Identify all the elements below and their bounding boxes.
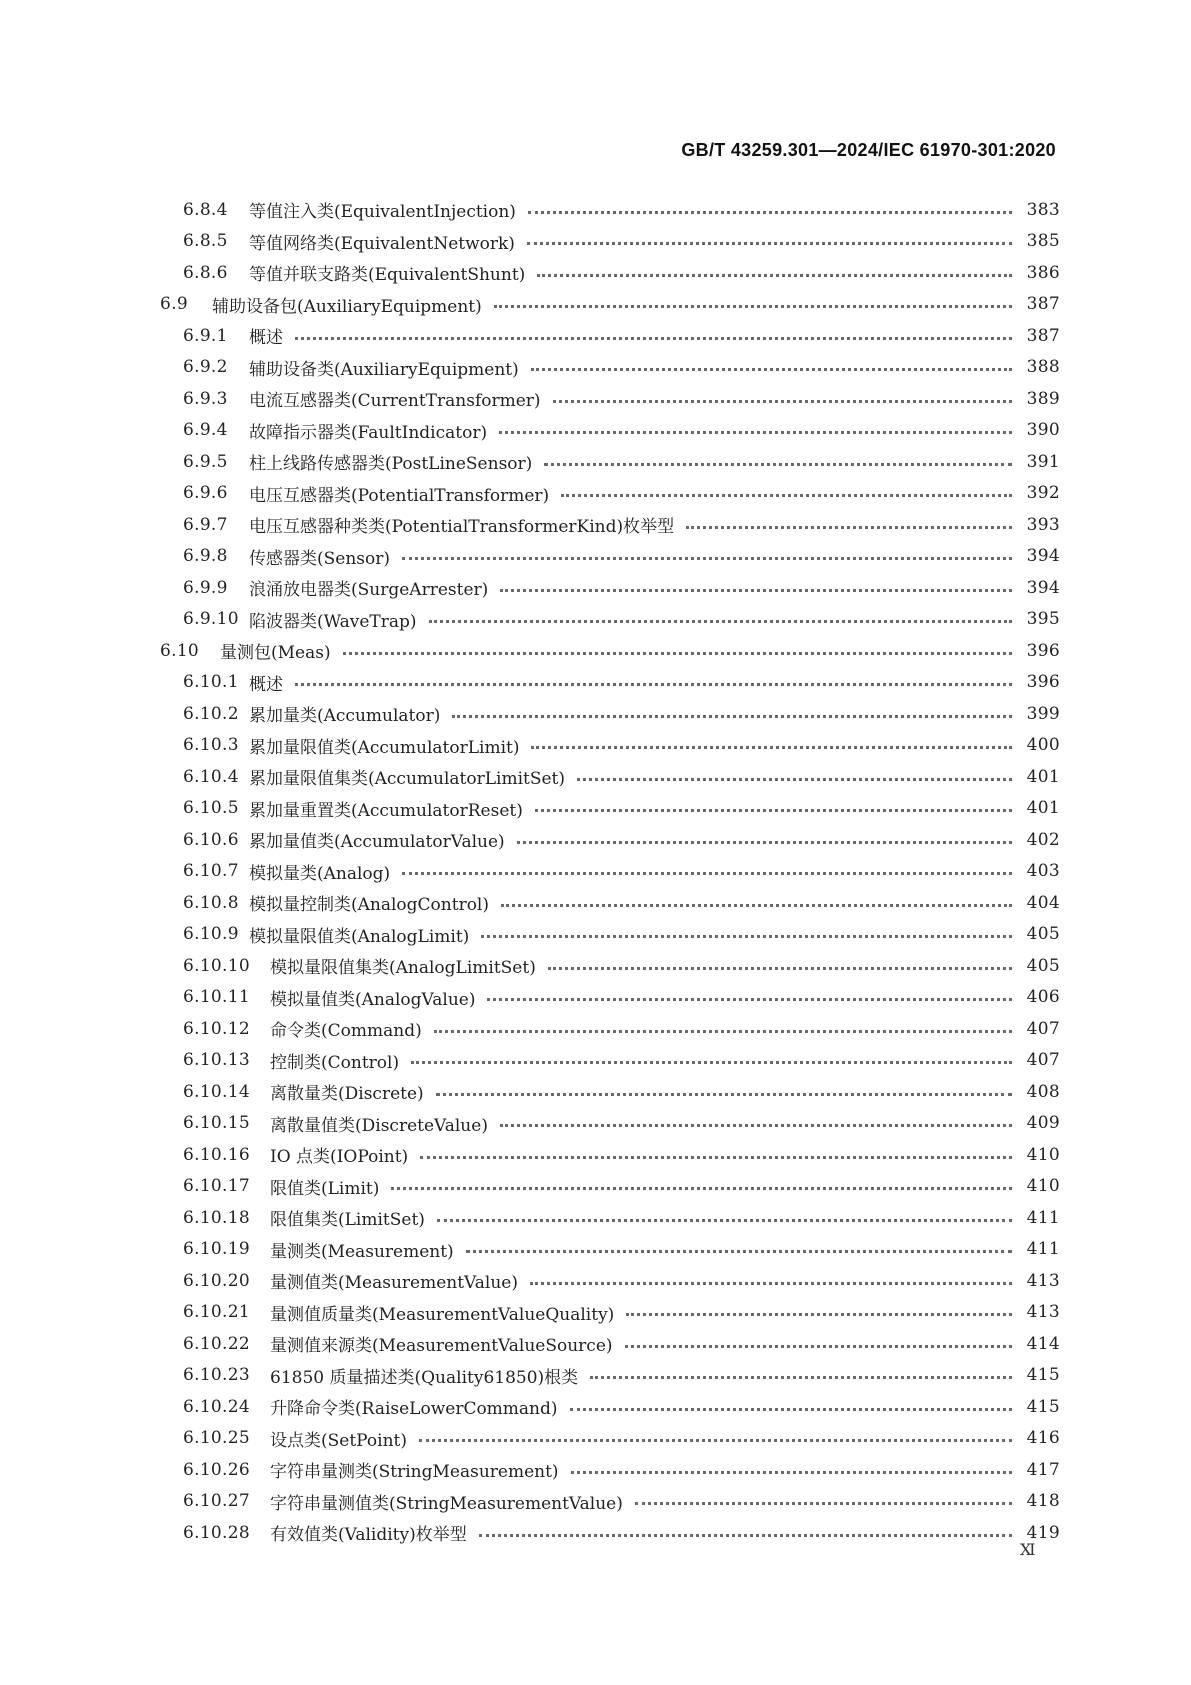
toc-entry[interactable] [160,1234,1060,1266]
toc-leader-dots [452,698,1012,718]
toc-entry[interactable] [160,698,1060,730]
toc-entry-number: 6.10.22 [183,1333,250,1354]
toc-entry-title: 有效值类(Validity)枚举型 [270,1525,467,1546]
toc-entry-number: 6.9.4 [183,420,228,441]
toc-entry-page: 413 [1026,1270,1060,1291]
toc-entry-title: 量测类(Measurement) [270,1241,454,1262]
toc-leader-dots [553,383,1012,403]
toc-entry-title: 控制类(Control) [270,1052,400,1073]
toc-entry-number: 6.10.23 [183,1365,250,1386]
toc-entry-title: 故障指示器类(FaultIndicator) [249,422,488,443]
toc-entry-page: 394 [1026,577,1060,598]
toc-entry-page: 407 [1026,1050,1060,1071]
toc-entry-page: 413 [1026,1302,1060,1323]
toc-entry[interactable] [160,226,1060,258]
toc-entry[interactable] [160,415,1060,447]
toc-entry-page: 403 [1026,861,1060,882]
toc-entry-title: 累加量重置类(AccumulatorReset) [249,800,523,821]
toc-entry-number: 6.8.6 [183,262,228,283]
toc-entry-title: 限值类(Limit) [270,1178,380,1199]
toc-leader-dots [466,1233,1012,1253]
toc-entry-number: 6.10 [160,640,200,661]
toc-entry-number: 6.9.5 [183,451,228,472]
toc-entry[interactable] [160,761,1060,793]
toc-leader-dots [479,1517,1012,1537]
toc-leader-dots [500,1107,1012,1127]
toc-entry-title: 模拟量值类(AnalogValue) [270,989,476,1010]
toc-entry-title: 传感器类(Sensor) [249,548,391,569]
toc-entry-number: 6.10.1 [183,672,239,693]
toc-entry-number: 6.10.10 [183,955,250,976]
toc-entry-number: 6.9.2 [183,357,228,378]
toc-entry[interactable] [160,320,1060,352]
toc-leader-dots [411,1044,1012,1064]
toc-leader-dots [528,194,1012,214]
toc-leader-dots [487,981,1012,1001]
toc-entry-number: 6.10.26 [183,1459,250,1480]
toc-entry-title: 累加量限值集类(AccumulatorLimitSet) [249,769,566,790]
toc-leader-dots [343,635,1012,655]
toc-entry-number: 6.10.19 [183,1239,250,1260]
toc-leader-dots [686,509,1012,529]
toc-entry-page: 388 [1026,357,1060,378]
toc-entry[interactable] [160,194,1060,226]
toc-entry[interactable] [160,383,1060,415]
toc-entry[interactable] [160,1013,1060,1045]
toc-leader-dots [531,351,1012,371]
toc-entry[interactable] [160,257,1060,289]
toc-leader-dots [499,414,1012,434]
toc-entry[interactable] [160,1360,1060,1392]
toc-entry-page: 411 [1026,1239,1060,1260]
toc-leader-dots [402,855,1012,875]
toc-entry[interactable] [160,352,1060,384]
toc-entry-number: 6.10.28 [183,1522,250,1543]
toc-entry[interactable] [160,1297,1060,1329]
toc-entry[interactable] [160,541,1060,573]
toc-entry-title: 量测值类(MeasurementValue) [270,1273,518,1294]
toc-entry-title: 概述 [249,328,283,349]
toc-entry[interactable] [160,856,1060,888]
toc-entry-number: 6.10.8 [183,892,239,913]
toc-leader-dots [590,1359,1012,1379]
toc-leader-dots [571,1454,1012,1474]
toc-entry-number: 6.9.6 [183,483,228,504]
toc-entry-title: 61850 质量描述类(Quality61850)根类 [270,1367,579,1388]
toc-entry-number: 6.10.21 [183,1302,250,1323]
toc-leader-dots [517,824,1012,844]
page-number: Ⅺ [1020,1540,1036,1559]
toc-entry-title: 模拟量控制类(AnalogControl) [249,895,490,916]
toc-entry-number: 6.10.13 [183,1050,250,1071]
toc-entry-page: 385 [1026,231,1060,252]
toc-entry[interactable] [160,1171,1060,1203]
toc-leader-dots [429,603,1012,623]
toc-entry[interactable] [160,1108,1060,1140]
toc-entry-page: 415 [1026,1365,1060,1386]
toc-entry-number: 6.8.5 [183,231,228,252]
toc-leader-dots [434,1013,1012,1033]
toc-entry-number: 6.10.2 [183,703,239,724]
toc-entry[interactable] [160,1265,1060,1297]
toc-leader-dots [391,1170,1012,1190]
toc-entry[interactable] [160,1486,1060,1518]
toc-entry-number: 6.10.25 [183,1428,250,1449]
toc-entry-title: 模拟量限值集类(AnalogLimitSet) [270,958,536,979]
toc-entry-page: 383 [1026,199,1060,220]
toc-entry[interactable] [160,1328,1060,1360]
toc-entry-title: 等值网络类(EquivalentNetwork) [249,233,515,254]
toc-entry[interactable] [160,982,1060,1014]
toc-entry-number: 6.10.4 [183,766,239,787]
toc-entry-title: 辅助设备类(AuxiliaryEquipment) [249,359,519,380]
toc-leader-dots [531,729,1012,749]
toc-entry[interactable] [160,950,1060,982]
toc-entry[interactable] [160,1139,1060,1171]
toc-entry-title: 限值集类(LimitSet) [270,1210,425,1231]
toc-entry-number: 6.9.10 [183,609,239,630]
toc-entry[interactable] [160,1045,1060,1077]
toc-leader-dots [625,1328,1012,1348]
toc-entry-title: 累加量限值类(AccumulatorLimit) [249,737,520,758]
toc-entry-title: 累加量类(Accumulator) [249,706,441,727]
toc-entry-page: 396 [1026,640,1060,661]
toc-entry-title: 设点类(SetPoint) [270,1430,408,1451]
toc-leader-dots [570,1391,1012,1411]
toc-entry[interactable] [160,919,1060,951]
toc-entry-page: 405 [1026,955,1060,976]
toc-entry-number: 6.10.17 [183,1176,250,1197]
toc-entry-title: 量测值来源类(MeasurementValueSource) [270,1336,613,1357]
toc-entry-page: 404 [1026,892,1060,913]
toc-entry[interactable] [160,446,1060,478]
toc-entry-title: 电压互感器类(PotentialTransformer) [249,485,550,506]
toc-entry-number: 6.10.20 [183,1270,250,1291]
toc-entry-page: 409 [1026,1113,1060,1134]
toc-entry-number: 6.10.14 [183,1081,250,1102]
toc-entry-title: 累加量值类(AccumulatorValue) [249,832,505,853]
toc-entry-page: 417 [1026,1459,1060,1480]
toc-entry-title: 等值注入类(EquivalentInjection) [249,202,516,223]
toc-entry-number: 6.10.5 [183,798,239,819]
toc-entry-page: 394 [1026,546,1060,567]
toc-leader-dots [402,540,1012,560]
toc-leader-dots [420,1139,1012,1159]
toc-leader-dots [437,1202,1012,1222]
toc-entry-title: 字符串量测类(StringMeasurement) [270,1462,559,1483]
toc-entry-page: 410 [1026,1176,1060,1197]
toc-entry[interactable] [160,1076,1060,1108]
toc-entry-page: 415 [1026,1396,1060,1417]
toc-entry[interactable] [160,824,1060,856]
toc-entry[interactable] [160,509,1060,541]
table-of-contents [160,194,1060,1549]
toc-entry-number: 6.9.9 [183,577,228,598]
toc-leader-dots [436,1076,1012,1096]
toc-entry-number: 6.10.18 [183,1207,250,1228]
toc-entry-number: 6.8.4 [183,199,228,220]
toc-entry-page: 405 [1026,924,1060,945]
toc-entry-page: 416 [1026,1428,1060,1449]
toc-entry-page: 407 [1026,1018,1060,1039]
toc-entry[interactable] [160,1391,1060,1423]
toc-entry-number: 6.9.3 [183,388,228,409]
toc-entry[interactable] [160,730,1060,762]
toc-leader-dots [544,446,1012,466]
toc-entry-title: 量测值质量类(MeasurementValueQuality) [270,1304,615,1325]
toc-entry-title: 字符串量测值类(StringMeasurementValue) [270,1493,623,1514]
toc-entry[interactable] [160,1454,1060,1486]
toc-entry-page: 400 [1026,735,1060,756]
toc-entry-number: 6.10.16 [183,1144,250,1165]
toc-entry-number: 6.10.27 [183,1491,250,1512]
toc-entry-page: 391 [1026,451,1060,472]
toc-leader-dots [548,950,1012,970]
toc-entry[interactable] [160,667,1060,699]
toc-entry-page: 387 [1026,325,1060,346]
toc-entry-title: 离散量类(Discrete) [270,1084,424,1105]
toc-entry[interactable] [160,1517,1060,1549]
toc-leader-dots [561,477,1012,497]
toc-entry-page: 414 [1026,1333,1060,1354]
toc-entry-page: 393 [1026,514,1060,535]
toc-entry[interactable] [160,793,1060,825]
toc-entry-title: 离散量值类(DiscreteValue) [270,1115,488,1136]
toc-entry-number: 6.10.12 [183,1018,250,1039]
toc-leader-dots [530,1265,1012,1285]
toc-entry-title: 模拟量限值类(AnalogLimit) [249,926,470,947]
toc-entry[interactable] [160,887,1060,919]
toc-leader-dots [500,572,1012,592]
toc-entry-title: 电压互感器种类类(PotentialTransformerKind)枚举型 [249,517,675,538]
toc-entry-page: 401 [1026,798,1060,819]
toc-leader-dots [295,320,1012,340]
toc-entry-page: 411 [1026,1207,1060,1228]
toc-entry-page: 418 [1026,1491,1060,1512]
toc-entry-page: 396 [1026,672,1060,693]
toc-entry-number: 6.10.9 [183,924,239,945]
toc-entry-page: 390 [1026,420,1060,441]
toc-entry[interactable] [160,572,1060,604]
toc-entry-title: IO 点类(IOPoint) [270,1147,409,1168]
toc-entry-number: 6.10.3 [183,735,239,756]
toc-entry-title: 概述 [249,674,283,695]
toc-leader-dots [494,288,1012,308]
toc-entry-title: 柱上线路传感器类(PostLineSensor) [249,454,533,475]
toc-entry[interactable] [160,635,1060,667]
toc-entry-number: 6.10.24 [183,1396,250,1417]
toc-entry-title: 电流互感器类(CurrentTransformer) [249,391,541,412]
toc-leader-dots [626,1296,1012,1316]
toc-entry-page: 402 [1026,829,1060,850]
toc-entry-title: 陷波器类(WaveTrap) [249,611,417,632]
toc-entry-page: 408 [1026,1081,1060,1102]
toc-entry-page: 395 [1026,609,1060,630]
toc-leader-dots [295,666,1012,686]
toc-leader-dots [419,1422,1012,1442]
toc-entry-page: 419 [1026,1522,1060,1543]
toc-entry-page: 410 [1026,1144,1060,1165]
toc-entry-title: 升降命令类(RaiseLowerCommand) [270,1399,558,1420]
toc-leader-dots [481,918,1012,938]
toc-entry-number: 6.10.6 [183,829,239,850]
toc-entry-page: 401 [1026,766,1060,787]
toc-leader-dots [501,887,1012,907]
toc-entry-number: 6.10.7 [183,861,239,882]
toc-entry[interactable] [160,1202,1060,1234]
toc-entry[interactable] [160,289,1060,321]
toc-entry-page: 392 [1026,483,1060,504]
toc-entry-number: 6.9.7 [183,514,228,535]
toc-entry[interactable] [160,604,1060,636]
toc-leader-dots [535,792,1012,812]
toc-entry-page: 386 [1026,262,1060,283]
toc-entry-number: 6.10.15 [183,1113,250,1134]
toc-leader-dots [635,1485,1012,1505]
toc-entry[interactable] [160,478,1060,510]
toc-entry-page: 387 [1026,294,1060,315]
toc-entry-number: 6.10.11 [183,987,250,1008]
document-header: GB/T 43259.301—2024/IEC 61970-301:2020 [681,140,1056,160]
toc-entry-title: 等值并联支路类(EquivalentShunt) [249,265,526,286]
toc-entry[interactable] [160,1423,1060,1455]
toc-entry-page: 389 [1026,388,1060,409]
toc-leader-dots [537,257,1012,277]
toc-leader-dots [577,761,1012,781]
toc-entry-number: 6.9.1 [183,325,228,346]
toc-entry-title: 量测包(Meas) [220,643,331,664]
toc-entry-title: 命令类(Command) [270,1021,422,1042]
toc-entry-number: 6.9 [160,294,188,315]
toc-entry-title: 模拟量类(Analog) [249,863,391,884]
toc-entry-page: 399 [1026,703,1060,724]
toc-entry-title: 辅助设备包(AuxiliaryEquipment) [212,296,482,317]
toc-leader-dots [527,225,1012,245]
toc-entry-title: 浪涌放电器类(SurgeArrester) [249,580,489,601]
toc-entry-page: 406 [1026,987,1060,1008]
toc-entry-number: 6.9.8 [183,546,228,567]
